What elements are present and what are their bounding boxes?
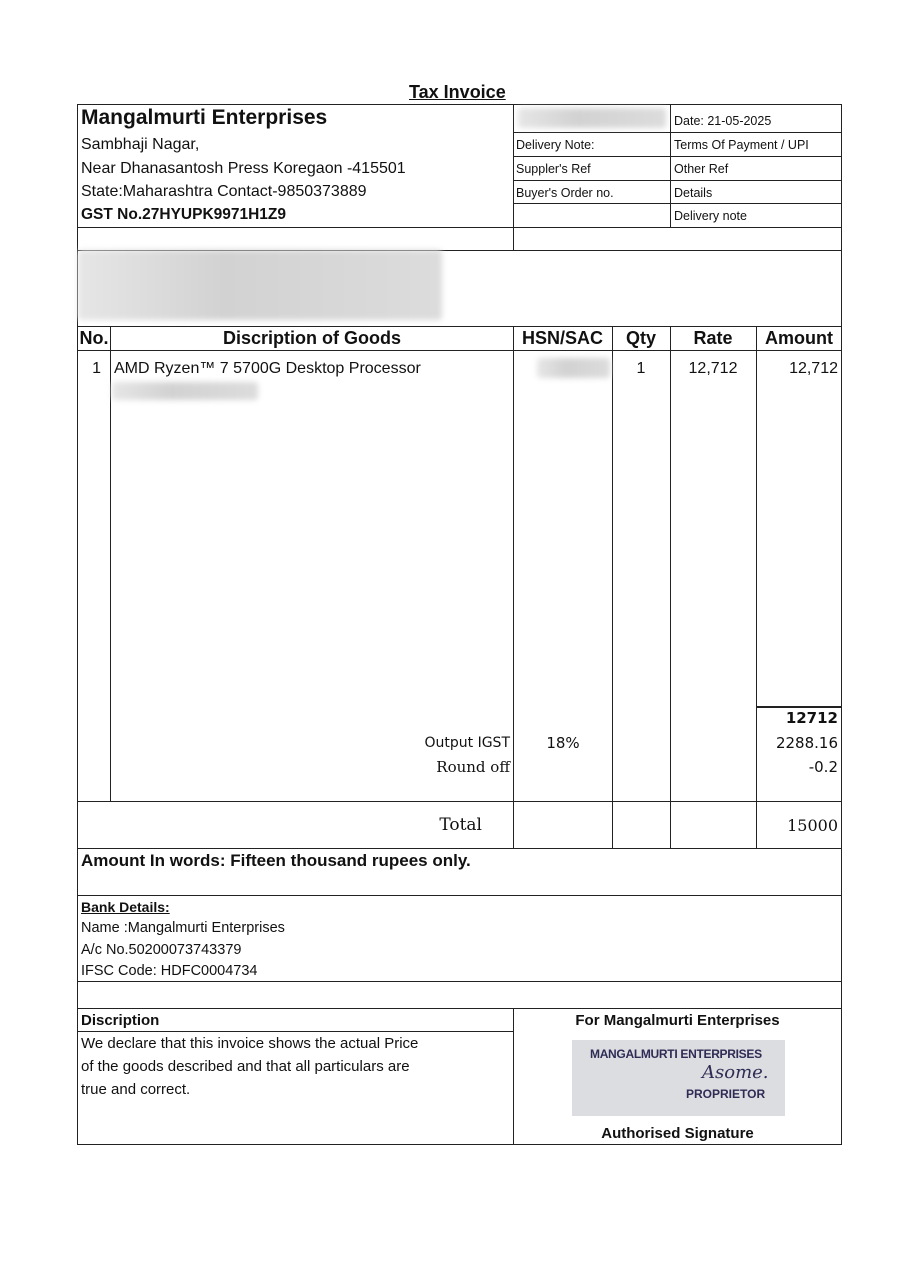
border-line <box>77 848 842 849</box>
amount-in-words: Amount In words: Fifteen thousand rupees only. <box>81 851 471 870</box>
item-description-extra-redacted <box>112 382 258 400</box>
signature-scribble: Asome. <box>702 1062 769 1083</box>
col-header-rate: Rate <box>693 328 733 348</box>
bank-account-number: A/c No.50200073743379 <box>81 942 242 958</box>
item-hsn-redacted <box>537 358 610 378</box>
border-line <box>77 350 842 351</box>
border-line <box>612 326 613 849</box>
col-header-no: No. <box>79 328 109 348</box>
delivery-note-label: Delivery Note: <box>516 138 595 152</box>
border-line <box>513 156 842 157</box>
signature-for-label: For Mangalmurti Enterprises <box>575 1012 780 1029</box>
border-line <box>513 326 514 849</box>
details-label: Details <box>674 186 713 200</box>
stamp-proprietor: PROPRIETOR <box>686 1087 766 1101</box>
terms-of-payment: Terms Of Payment / UPI <box>674 138 809 152</box>
border-line <box>77 227 842 228</box>
invoice-number-redacted <box>518 108 666 128</box>
document-title: Tax Invoice <box>409 82 506 102</box>
border-line <box>77 981 842 982</box>
total-amount: 15000 <box>787 816 838 835</box>
border-line <box>77 1144 842 1145</box>
border-line <box>841 104 842 1145</box>
seller-address-line1: Sambhaji Nagar, <box>81 136 200 153</box>
border-line <box>77 895 842 896</box>
col-header-hsn: HSN/SAC <box>521 328 603 348</box>
tax-rate: 18% <box>546 734 580 752</box>
subtotal-line <box>756 706 842 708</box>
company-stamp <box>572 1040 785 1116</box>
col-header-amount: Amount <box>765 328 833 348</box>
subtotal-amount: 12712 <box>785 709 838 727</box>
seller-gst: GST No.27HYUPK9971H1Z9 <box>81 206 287 223</box>
col-header-qty: Qty <box>625 328 656 348</box>
authorised-signature-label: Authorised Signature <box>601 1125 754 1142</box>
border-line <box>670 326 671 849</box>
declaration-heading: Discription <box>81 1012 160 1029</box>
bank-details-heading: Bank Details: <box>81 899 170 915</box>
border-line <box>77 1031 514 1032</box>
declaration-line2: of the goods described and that all particulars are <box>81 1058 410 1075</box>
buyer-order-label: Buyer's Order no. <box>516 186 614 200</box>
roundoff-label: Round off <box>436 758 510 776</box>
item-description: AMD Ryzen™ 7 5700G Desktop Processor <box>114 360 421 377</box>
bank-account-name: Name :Mangalmurti Enterprises <box>81 920 285 936</box>
tax-label: Output IGST <box>424 735 510 751</box>
stamp-company-name: MANGALMURTI ENTERPRISES <box>590 1047 762 1061</box>
other-ref-label: Other Ref <box>674 162 729 176</box>
border-line <box>513 203 842 204</box>
item-no: 1 <box>92 360 101 377</box>
item-rate: 12,712 <box>688 360 738 377</box>
buyer-details-redacted <box>78 250 442 320</box>
border-line <box>77 104 842 105</box>
tax-amount: 2288.16 <box>775 734 838 752</box>
border-line <box>513 132 842 133</box>
declaration-line1: We declare that this invoice shows the actual Price <box>81 1035 419 1052</box>
declaration-line3: true and correct. <box>81 1081 191 1098</box>
border-line <box>670 104 671 227</box>
border-line <box>513 180 842 181</box>
seller-state-contact: State:Maharashtra Contact-9850373889 <box>81 183 367 200</box>
invoice-date: Date: 21-05-2025 <box>674 114 772 128</box>
seller-name: Mangalmurti Enterprises <box>81 106 328 129</box>
border-line <box>77 801 842 802</box>
border-line <box>513 104 514 250</box>
item-qty: 1 <box>636 360 646 377</box>
bank-ifsc: IFSC Code: HDFC0004734 <box>81 963 258 979</box>
roundoff-amount: -0.2 <box>808 758 838 776</box>
seller-address-line2: Near Dhanasantosh Press Koregaon -415501 <box>81 160 406 177</box>
border-line <box>77 1008 842 1009</box>
item-amount: 12,712 <box>789 360 838 377</box>
col-header-description: Discription of Goods <box>223 328 401 348</box>
border-line <box>110 326 111 801</box>
total-label: Total <box>439 815 482 835</box>
border-line <box>77 326 842 327</box>
supplier-ref-label: Suppler's Ref <box>516 162 591 176</box>
delivery-note2-label: Delivery note <box>674 209 747 223</box>
